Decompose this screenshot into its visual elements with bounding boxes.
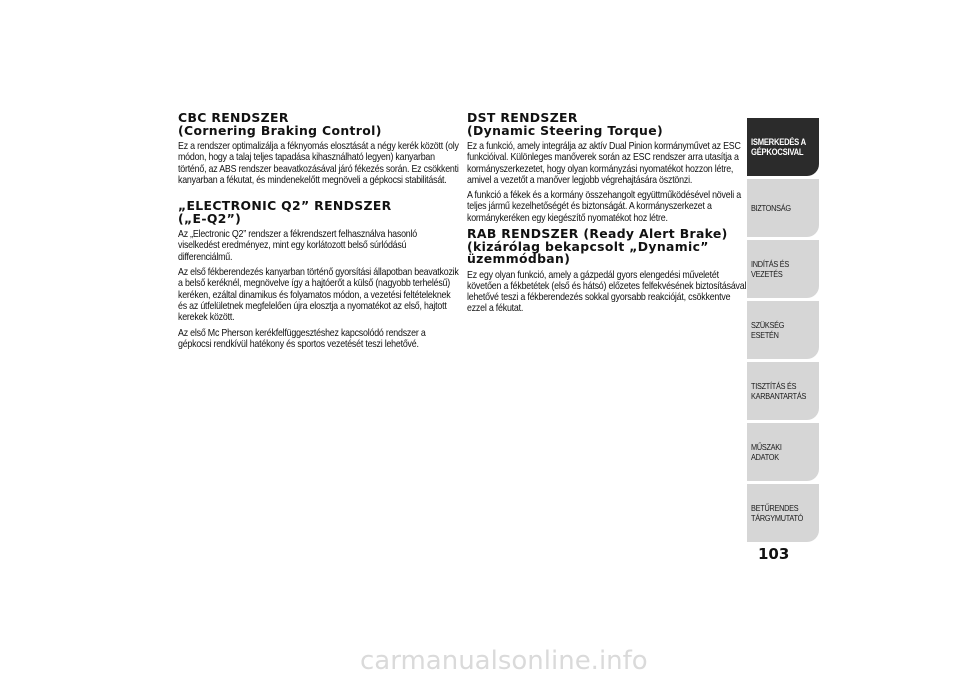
tab-szukseg[interactable]: SZÜKSÉG ESETÉN [747,301,819,359]
left-column [178,112,460,354]
tab-muszaki[interactable]: MŰSZAKI ADATOK [747,423,819,481]
cbc-heading: CBC RENDSZER (Cornering Braking Control) [178,110,382,138]
eq2-paragraph-3: Az első Mc Pherson kerékfelfüggesztéshez kapcsolódó rendszer a gépkocsi rendkívül hatékony és sportos vezetését teszi lehetővé. [178,327,426,350]
rab-heading: RAB RENDSZER (Ready Alert Brake) (kizárólag bekapcsolt „Dynamic” üzemmódban) [467,226,728,267]
page-number: 103 [758,545,790,563]
watermark: carmanualsonline.info [360,646,648,676]
section-tabs [747,118,819,545]
cbc-paragraph: Ez a rendszer optimalizálja a féknyomás elosztását a négy kerék között (oly módon, hogy a talaj teljes tapadása kihasználható legyen) kanyarban történő, az ABS rendszer beavatkozásával járó fékezés során. Ez csökkenti kanyarban a fékutat, és mindenekelőtt megnöveli a gépkocsi stabilitását. [178,141,459,186]
eq2-heading: „ELECTRONIC Q2” RENDSZER („E-Q2”) [178,198,392,226]
tab-ismerkedes[interactable]: ISMERKEDÉS A GÉPKOCSIVAL [747,118,819,176]
dst-heading: DST RENDSZER (Dynamic Steering Torque) [467,110,663,138]
eq2-paragraph-2: Az első fékberendezés kanyarban történő gyorsítási állapotban beavatkozik a belső keréknél, megnövelve így a hajtóerőt a külső (nagyobb terhelésű) keréken, ezáltal dinamikus és folyamatos módon, a vezetési feltételeknek és az útfelületnek megfelelően újra elosztja a nyomatékot az első, hajtott kerekek között. [178,267,459,324]
dst-paragraph-2: A funkció a fékek és a kormány összehangolt együttműködésével növeli a teljes jármű kezelhetőségét és biztonságát. A kormányszerkezet a kormánykeréken egy kiegészítő nyomatékot hoz létre. [467,190,741,224]
eq2-paragraph-1: Az „Electronic Q2” rendszer a fékrendszert felhasználva hasonló viselkedést eredményez, mint egy korlátozott belső súrlódású differenciálmű. [178,229,417,263]
tab-tisztitas[interactable]: TISZTÍTÁS ÉS KARBANTARTÁS [747,362,819,420]
tab-targymutato[interactable]: BETŰRENDES TÁRGYMUTATÓ [747,484,819,542]
rab-paragraph: Ez egy olyan funkció, amely a gázpedál gyors elengedési műveletét követően a fékbetétek (első és hátsó) előzetes felfekvésének biztosításával lehetővé teszi a fékberendezés sokkal gyorsabb reakcióját, csökkentve ezzel a fékutat. [467,269,747,315]
tab-inditas[interactable]: INDÍTÁS ÉS VEZETÉS [747,240,819,298]
tab-biztonsag[interactable]: BIZTONSÁG [747,179,819,237]
right-column [467,112,749,319]
dst-paragraph-1: Ez a funkció, amely integrálja az aktív Dual Pinion kormányművet az ESC funkcióival. Különleges manőverek során az ESC rendszer arra utasítja a kormányszerkezetet, hogy olyan kormányzási nyomatékot hozzon létre, amivel a vezetőt a manőver legjobb végrehajtására ösztönzi. [467,141,741,186]
